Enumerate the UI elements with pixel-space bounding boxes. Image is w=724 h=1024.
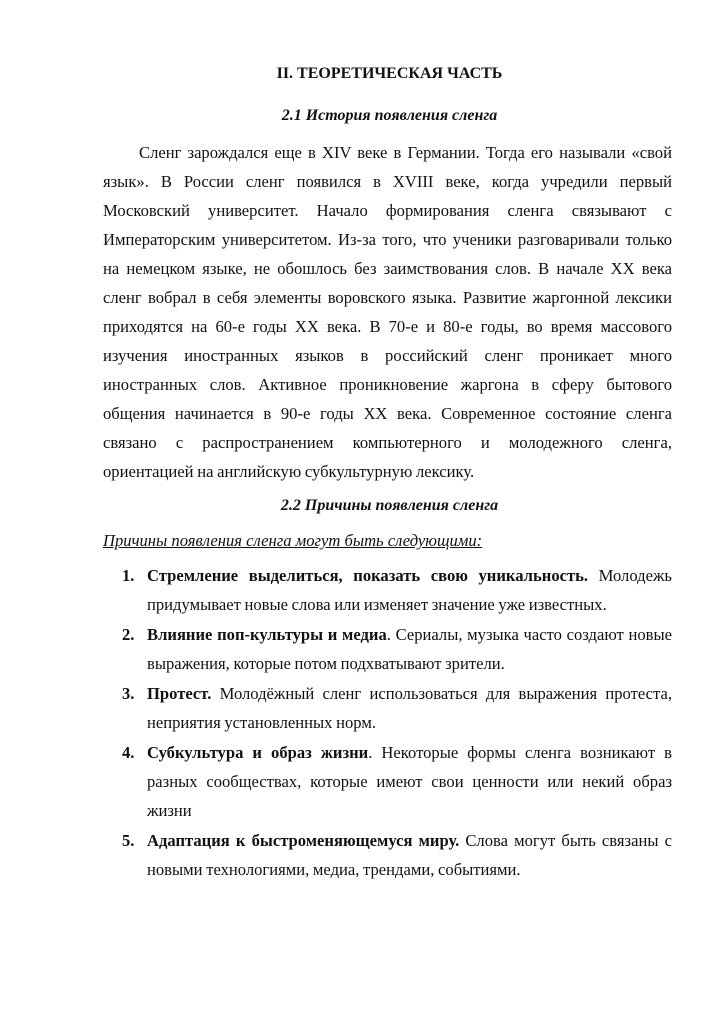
section-title-causes: 2.2 Причины появления сленга [280,497,499,514]
list-item-number: 1. [122,566,135,585]
causes-list [103,561,672,884]
list-item-lead: Протест. [147,684,212,703]
chapter-title: II. ТЕОРЕТИЧЕСКАЯ ЧАСТЬ [276,65,503,82]
list-item-lead: Адаптация к быстроменяющемуся миру. [147,831,460,850]
list-item [103,738,672,825]
list-item-lead: Влияние поп-культуры и медиа [147,625,387,644]
causes-intro: Причины появления сленга могут быть следующими: [103,531,483,550]
list-item-text: Молодежь придумывает новые слова или изменяет значение уже известных. [147,566,673,614]
list-item-text: Молодёжный сленг использоваться для выражения протеста, неприятия установленных норм. [147,684,672,732]
section-title-history: 2.1 История появления сленга [281,107,498,124]
list-item [103,561,672,619]
list-item-lead: Субкультура и образ жизни [147,743,369,762]
list-item [103,826,672,884]
history-paragraph: Сленг зарождался еще в XIV веке в Германии. Тогда его называли «свой язык». В России сленг появился в XVIII веке, когда учредили первый Московский университет. Начало формирования сленга связывают с Императорским университетом. Из-за того, что ученики разговаривали только на немецком языке, не обошлось без заимствования слов. В начале XX века сленг вобрал в себя элементы воровского языка. Развитие жаргонной лексики приходятся на 60-е годы XX века. В 70-е и 80-е годы, во время массового изучения иностранных языков в российский сленг проникает много иностранных слов. Активное проникновение жаргона в сферу бытового общения начинается в 90-е годы XX века. Современное состояние сленга связано с распространением компьютерного и молодежного сленга, ориентацией на английскую субкультурную лексику. [103,143,672,481]
list-item [103,620,672,678]
list-item-text: . Сериалы, музыка часто создают новые выражения, которые потом подхватывают зрители. [147,625,672,673]
list-item-text: . Некоторые формы сленга возникают в разных сообществах, которые имеют свои ценности или некий образ жизни [147,743,672,820]
list-item-number: 3. [122,684,135,703]
list-item-text: Слова могут быть связаны с новыми технологиями, медиа, трендами, событиями. [147,831,672,879]
list-item-number: 4. [122,743,135,762]
document-page [103,64,672,885]
list-item [103,679,672,737]
list-item-number: 5. [122,831,135,850]
list-item-lead: Стремление выделиться, показать свою уникальность. [147,566,589,585]
list-item-number: 2. [122,625,135,644]
